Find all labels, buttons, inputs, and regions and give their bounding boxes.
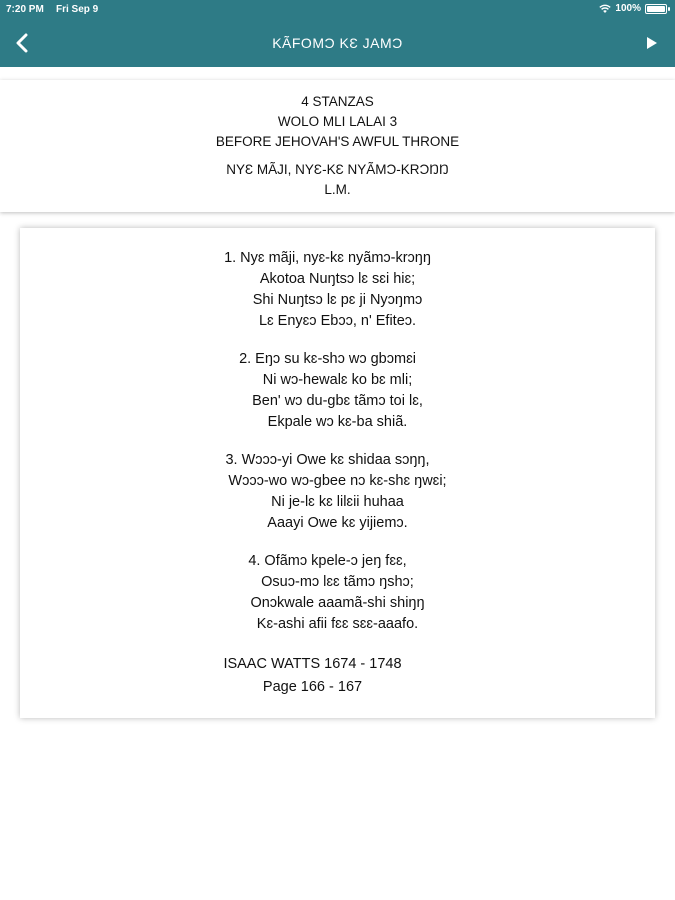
battery-percent: 100% (615, 3, 641, 14)
stanza-line: Onɔkwale aaamã-shi shiŋŋ (250, 595, 425, 611)
stanza-line: Ekpale wɔ kɛ-ba shiã. (267, 414, 408, 430)
status-bar (0, 0, 675, 20)
stanza-line: Osuɔ-mɔ lɛɛ tãmɔ ŋshɔ; (261, 574, 414, 590)
stanza-line: Aaayi Owe kɛ yijiemɔ. (267, 515, 408, 531)
stanza-line: 3. Wɔɔɔ-yi Owe kɛ shidaa sɔŋŋ, (225, 452, 430, 468)
status-right (599, 3, 667, 14)
author-credit: ISAAC WATTS 1674 - 1748 (223, 656, 402, 672)
stanza-line: 1. Nyɛ mãji, nyɛ-kɛ nyãmɔ-krɔŋŋ (224, 250, 431, 266)
stanza-line: Ben' wɔ du-gbɛ tãmɔ toi lɛ, (252, 393, 423, 409)
ga-title: NYƐ MÃJI, NYƐ-KƐ NYÃMƆ-KRƆŊŊ (226, 162, 449, 177)
stanza-line: Lɛ Enyɛɔ Ebɔɔ, n' Efiteɔ. (258, 313, 417, 329)
page-reference: Page 166 - 167 (262, 679, 363, 695)
nav-row (0, 22, 675, 67)
stanza-line: 4. Ofãmɔ kpele-ɔ jeŋ fɛɛ, (248, 553, 407, 569)
status-date: Fri Sep 9 (56, 4, 99, 15)
page-title: KÃFOMƆ KƐ JAMƆ (272, 35, 403, 51)
play-button[interactable] (639, 30, 665, 56)
stanza-line: Ni wɔ-hewalɛ ko bɛ mli; (262, 372, 413, 388)
stanza-1 (20, 248, 655, 332)
meter: L.M. (324, 182, 351, 197)
stanza-4 (20, 551, 655, 635)
stanza-line: Akotoa Nuŋtsɔ lɛ sɛi hiɛ; (259, 271, 416, 287)
stanza-line: Wɔɔɔ-wo wɔ-gbee nɔ kɛ-shɛ ŋwɛi; (228, 473, 447, 489)
play-icon (646, 36, 658, 50)
stanza-line: Kɛ-ashi afii fɛɛ sɛɛ-aaafo. (256, 616, 419, 632)
app-bar (0, 0, 675, 67)
stanza-3 (20, 450, 655, 534)
hymn-header-card (0, 80, 675, 212)
stanza-count: 4 STANZAS (301, 94, 374, 109)
wifi-icon (599, 4, 611, 14)
stanza-line: Shi Nuŋtsɔ lɛ pɛ ji Nyɔŋmɔ (252, 292, 423, 308)
stanza-line: 2. Eŋɔ su kɛ-shɔ wɔ gbɔmɛi (239, 351, 416, 367)
english-title: BEFORE JEHOVAH'S AWFUL THRONE (215, 134, 460, 149)
battery-icon (645, 4, 667, 14)
stanza-line: Ni je-lɛ kɛ lilɛii huhaa (271, 494, 404, 510)
hymn-number: WOLO MLI LALAI 3 (277, 114, 398, 129)
status-time: 7:20 PM (6, 4, 44, 15)
hymn-text-card (20, 228, 655, 718)
stanza-2 (20, 349, 655, 433)
credits (20, 653, 655, 699)
